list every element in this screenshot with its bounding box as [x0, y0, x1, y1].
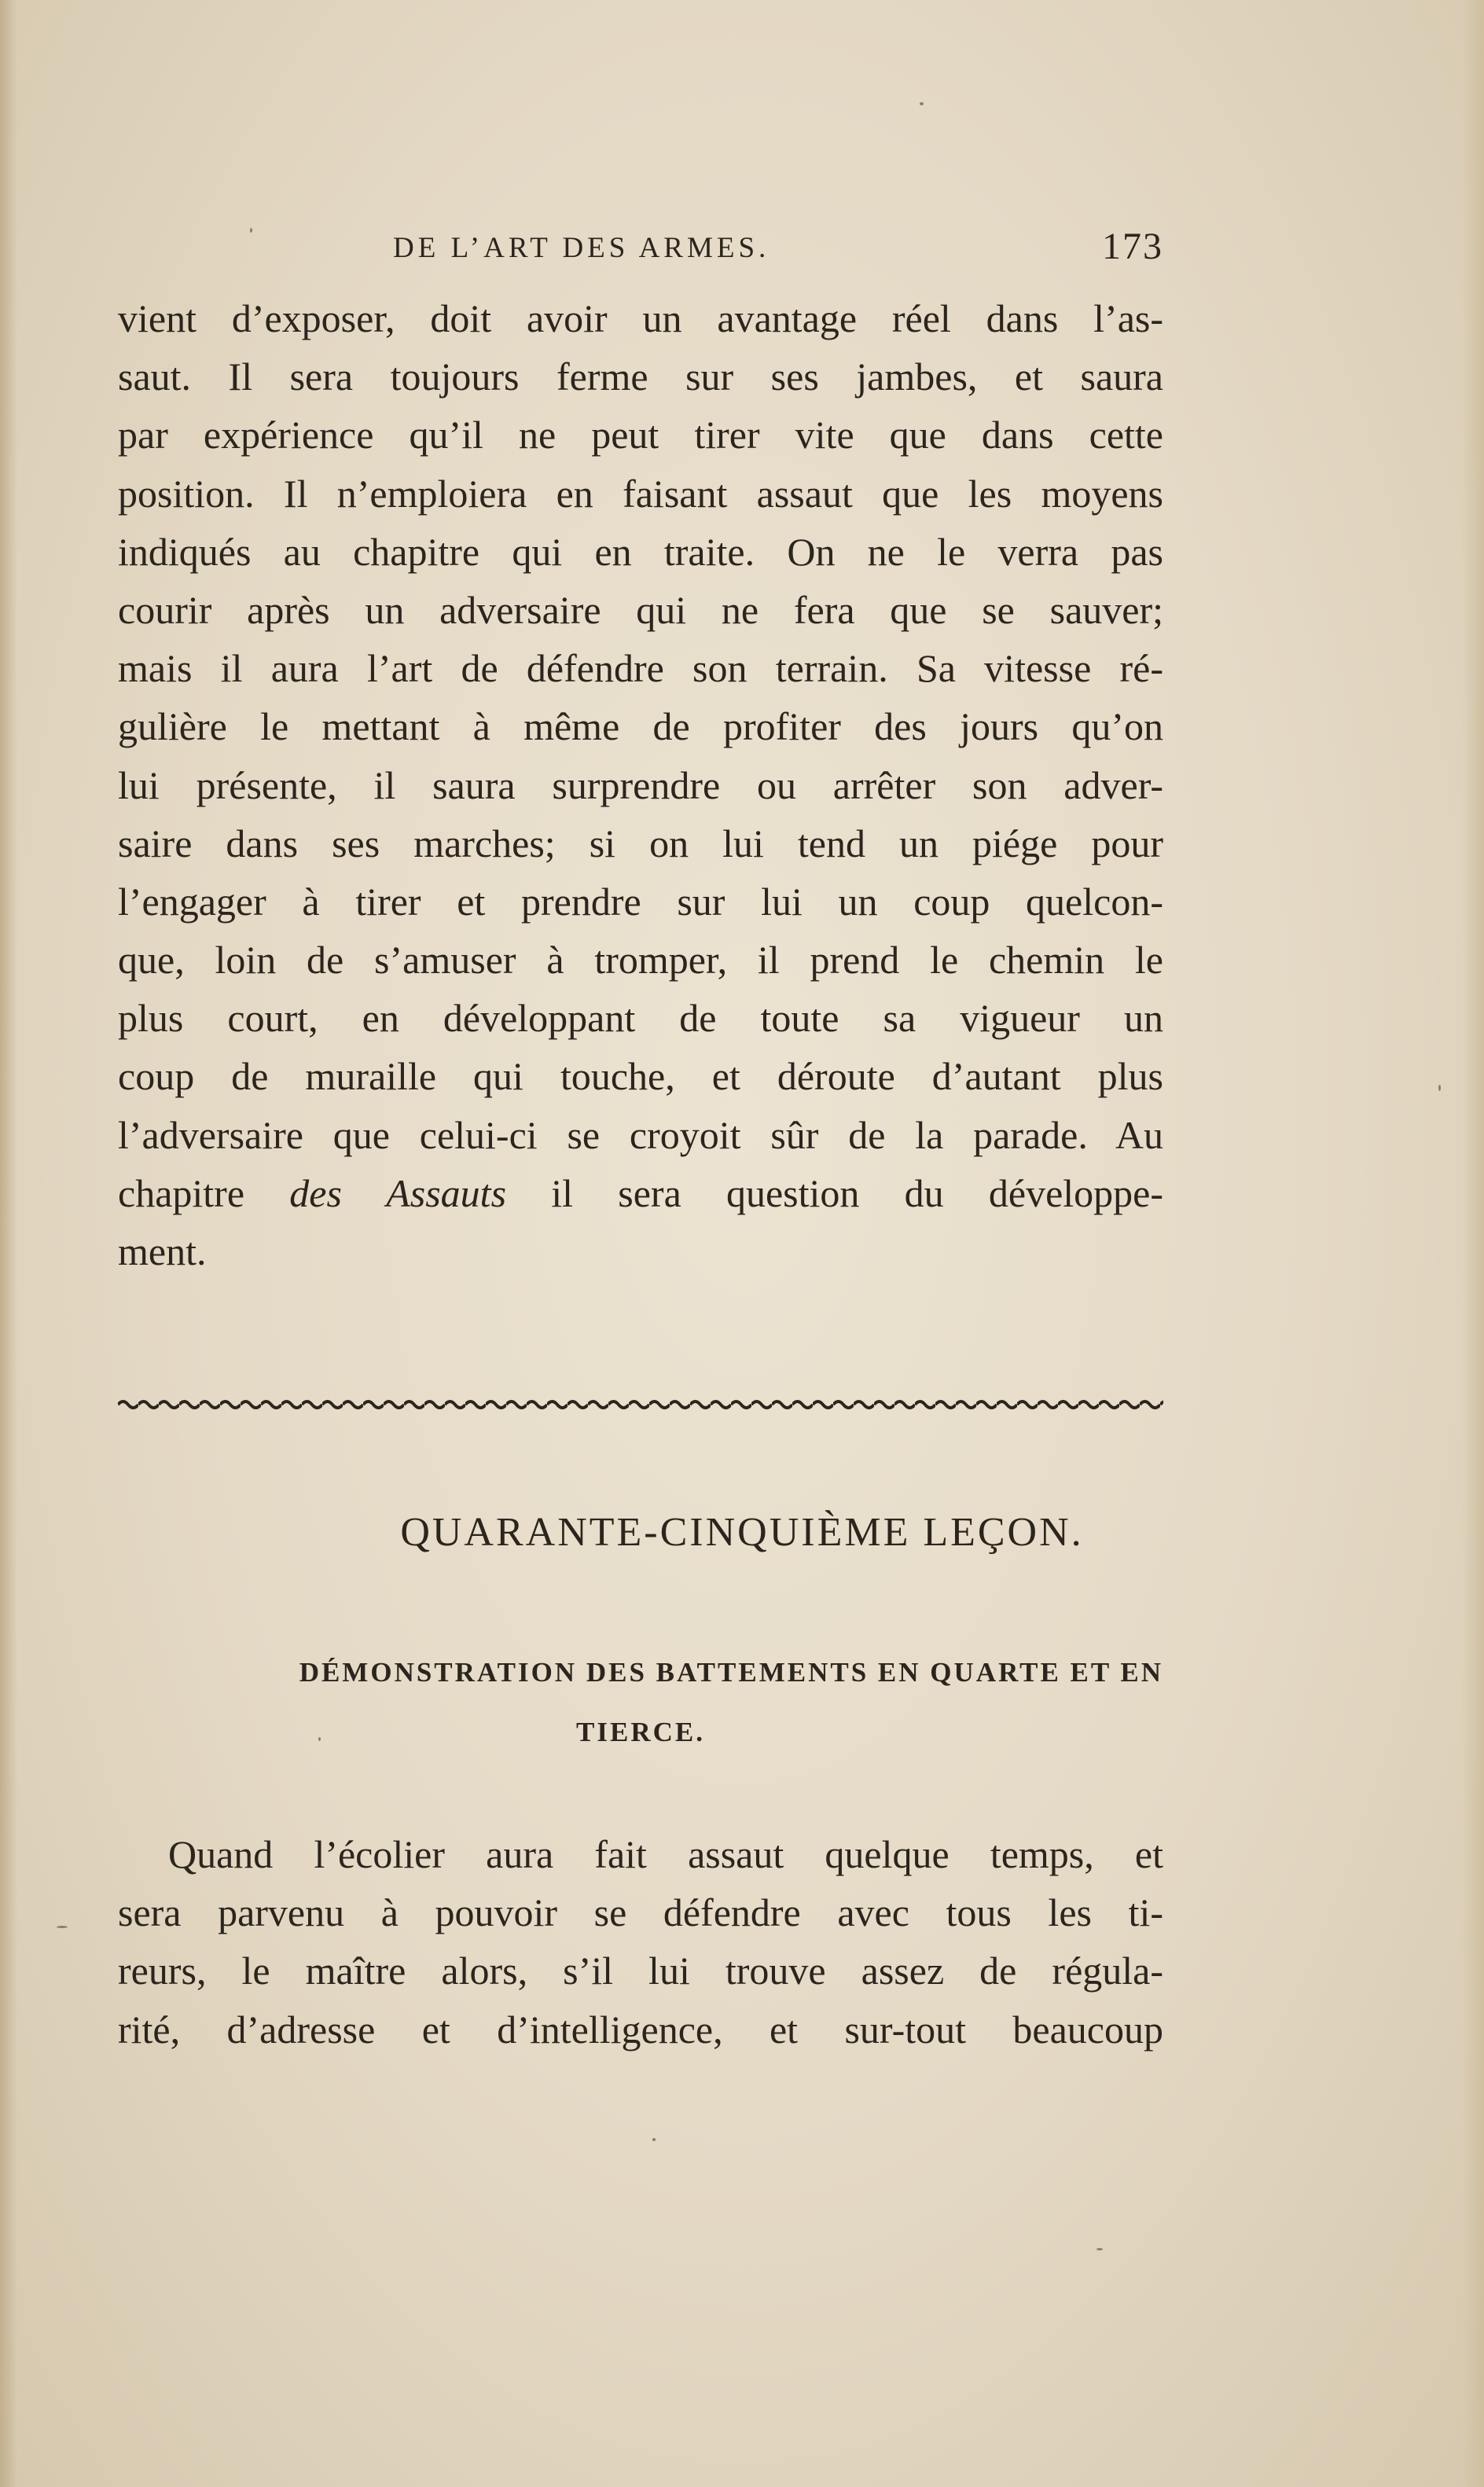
text-line: position. Il n’emploiera en faisant assaut que les moyens [118, 471, 1163, 516]
paragraph-new [118, 1825, 1163, 2059]
text-line: rité, d’adresse et d’intelligence, et sur-tout beaucoup [118, 2007, 1163, 2052]
paragraph-continued [118, 289, 1163, 1280]
paper-speck [318, 1737, 321, 1741]
paper-speck [920, 102, 924, 105]
text-line: vient d’exposer, doit avoir un avantage réel dans l’as- [118, 296, 1163, 340]
paper-speck [1438, 1085, 1441, 1091]
decorative-rule [118, 1396, 1163, 1413]
text-line-with-italic [118, 1164, 1163, 1222]
text-line: par expérience qu’il ne peut tirer vite que dans cette [118, 413, 1163, 457]
chapter-subtitle [118, 1643, 1163, 1762]
text-segment: il sera question du développe- [551, 1170, 1163, 1215]
text-line: lui présente, il saura surprendre ou arrêter son adver- [118, 762, 1163, 807]
text-line: l’adversaire que celui-ci se croyoit sûr de la parade. Au [118, 1112, 1163, 1157]
text-line: saire dans ses marches; si on lui tend un piége pour [118, 821, 1163, 865]
text-segment: chapitre [118, 1170, 245, 1215]
text-line: mais il aura l’art de défendre son terrain. Sa vitesse ré- [118, 646, 1163, 691]
text-line: sera parvenu à pouvoir se défendre avec tous les ti- [118, 1890, 1163, 1935]
paper-speck [652, 2138, 656, 2141]
text-line: gulière le mettant à même de profiter des jours qu’on [118, 704, 1163, 749]
paper-speck [250, 228, 252, 233]
italic-reference: des Assauts [289, 1170, 507, 1215]
running-head [118, 222, 1163, 269]
text-line: plus court, en développant de toute sa vigueur un [118, 996, 1163, 1041]
running-title: DE L’ART DES ARMES. [393, 232, 770, 264]
subtitle-line: DÉMONSTRATION DES BATTEMENTS EN QUARTE ET EN [299, 1657, 1163, 1688]
chapter-title: QUARANTE-CINQUIÈME LEÇON. [400, 1510, 1084, 1555]
text-line: reurs, le maître alors, s’il lui trouve assez de régula- [118, 1949, 1163, 1993]
text-line: l’engager à tirer et prendre sur lui un coup quelcon- [118, 879, 1163, 924]
text-line: coup de muraille qui touche, et déroute d’autant plus [118, 1054, 1163, 1099]
page-number: 173 [1102, 226, 1163, 267]
paper-speck [1096, 2248, 1103, 2250]
text-line: ment. [118, 1229, 207, 1273]
text-line: indiqués au chapitre qui en traite. On ne le verra pas [118, 529, 1163, 574]
subtitle-line: TIERCE. [576, 1717, 705, 1747]
text-line: Quand l’écolier aura fait assaut quelque temps, et [168, 1832, 1163, 1876]
text-line: que, loin de s’amuser à tromper, il prend le chemin le [118, 938, 1163, 983]
text-line: saut. Il sera toujours ferme sur ses jambes, et saura [118, 354, 1163, 399]
text-line: courir après un adversaire qui ne fera que se sauver; [118, 587, 1163, 632]
paper-speck [57, 1926, 68, 1928]
